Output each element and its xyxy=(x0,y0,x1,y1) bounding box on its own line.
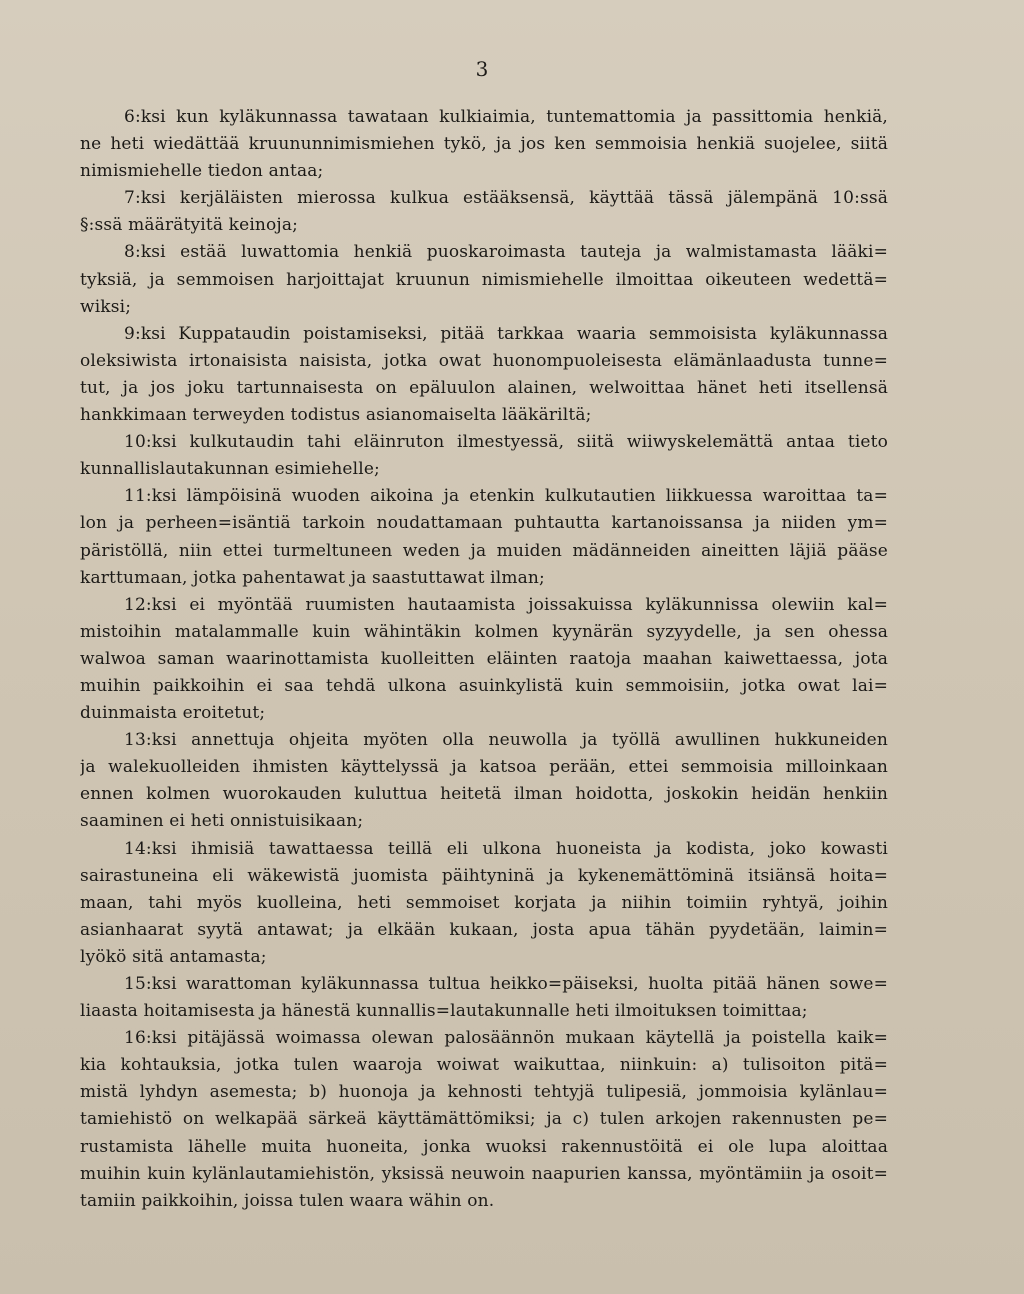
text-line: 9:ksi Kuppataudin poistamiseksi, pitää tarkkaa waaria semmoisista kyläkunnassa xyxy=(124,323,888,344)
paragraph xyxy=(80,836,888,971)
text-line: kia kohtauksia, jotka tulen waaroja woiwat waikuttaa, niinkuin: a) tulisoiton pitä= xyxy=(80,1055,888,1076)
text-line: kunnallislautakunnan esimiehelle; xyxy=(80,459,380,480)
text-line: päristöllä, niin ettei turmeltuneen weden ja muiden mädänneiden aineitten läjiä pääse xyxy=(80,540,888,561)
text-line: muihin paikkoihin ei saa tehdä ulkona asuinkylistä kuin semmoisiin, jotka owat lai= xyxy=(80,675,888,696)
text-line: ennen kolmen wuorokauden kuluttua heitetä ilman hoidotta, joskokin heidän henkiin xyxy=(80,784,888,805)
paragraph xyxy=(80,185,888,239)
body-text xyxy=(80,104,888,1215)
text-line: sairastuneina eli wäkewistä juomista päihtyninä ja kykenemättöminä itsiänsä hoita= xyxy=(80,865,888,886)
page-number: 3 xyxy=(475,57,489,81)
text-line: tut, ja jos joku tartunnaisesta on epäluulon alainen, welwoittaa hänet heti itsellensä xyxy=(80,377,888,398)
text-line: 14:ksi ihmisiä tawattaessa teillä eli ulkona huoneista ja kodista, joko kowasti xyxy=(124,838,888,859)
paragraph xyxy=(80,727,888,835)
paragraph xyxy=(80,239,888,320)
paragraph xyxy=(80,321,888,429)
text-line: 6:ksi kun kyläkunnassa tawataan kulkiaimia, tuntemattomia ja passittomia henkiä, xyxy=(124,107,888,127)
text-line: saaminen ei heti onnistuisikaan; xyxy=(80,811,364,832)
text-line: 12:ksi ei myöntää ruumisten hautaamista joissakuissa kyläkunnissa olewiin kal= xyxy=(124,594,888,615)
text-line: tamiin paikkoihin, joissa tulen waara wähin on. xyxy=(80,1190,495,1211)
text-line: ja walekuolleiden ihmisten käyttelyssä ja katsoa perään, ettei semmoisia milloinkaan xyxy=(80,757,888,778)
text-line: lon ja perheen=isäntiä tarkoin noudattamaan puhtautta kartanoissansa ja niiden ym= xyxy=(80,513,888,534)
text-line: hankkimaan terweyden todistus asianomaiselta lääkäriltä; xyxy=(80,405,592,426)
text-line: mistoihin matalammalle kuin wähintäkin kolmen kyynärän syzyydelle, ja sen ohessa xyxy=(80,621,888,642)
text-line: tyksiä, ja semmoisen harjoittajat kruunun nimismiehelle ilmoittaa oikeuteen wedettä= xyxy=(80,269,888,290)
text-line: 11:ksi lämpöisinä wuoden aikoina ja etenkin kulkutautien liikkuessa waroittaa ta= xyxy=(124,486,888,507)
paragraph xyxy=(80,592,888,727)
paragraph xyxy=(80,104,888,185)
text-line: wiksi; xyxy=(80,296,132,317)
text-line: liaasta hoitamisesta ja hänestä kunnallis=lautakunnalle heti ilmoituksen toimittaa; xyxy=(80,1001,808,1022)
text-line: nimismiehelle tiedon antaa; xyxy=(80,161,324,182)
text-line: duinmaista eroitetut; xyxy=(80,703,266,724)
text-line: oleksiwista irtonaisista naisista, jotka owat huonompuoleisesta elämänlaadusta tunne= xyxy=(80,350,888,371)
paragraph xyxy=(80,1025,888,1215)
text-line: 10:ksi kulkutaudin tahi eläinruton ilmestyessä, siitä wiiwyskelemättä antaa tieto xyxy=(124,432,888,453)
text-line: ne heti wiedättää kruununnimismiehen tykö, ja jos ken semmoisia henkiä suojelee, siitä xyxy=(80,134,888,155)
text-line: 7:ksi kerjäläisten mierossa kulkua estääksensä, käyttää tässä jälempänä 10:ssä xyxy=(124,188,888,209)
text-line: 16:ksi pitäjässä woimassa olewan palosäännön mukaan käytellä ja poistella kaik= xyxy=(124,1028,888,1049)
text-line: rustamista lähelle muita huoneita, jonka wuoksi rakennustöitä ei ole lupa aloittaa xyxy=(80,1136,888,1157)
text-line: 13:ksi annettuja ohjeita myöten olla neuwolla ja työllä awullinen hukkuneiden xyxy=(124,730,888,751)
text-line: karttumaan, jotka pahentawat ja saastuttawat ilman; xyxy=(80,567,545,588)
text-line: muihin kuin kylänlautamiehistön, yksissä neuwoin naapurien kanssa, myöntämiin ja osoit= xyxy=(80,1163,888,1184)
paragraph xyxy=(80,971,888,1025)
text-line: mistä lyhdyn asemesta; b) huonoja ja kehnosti tehtyjä tulipesiä, jommoisia kylänlau= xyxy=(80,1082,888,1103)
paragraph xyxy=(80,429,888,483)
text-line: maan, tahi myös kuolleina, heti semmoiset korjata ja niihin toimiin ryhtyä, joihin xyxy=(80,892,888,913)
text-line: 8:ksi estää luwattomia henkiä puoskaroimasta tauteja ja walmistamasta lääki= xyxy=(124,242,888,263)
text-line: tamiehistö on welkapää särkeä käyttämättömiksi; ja c) tulen arkojen rakennusten pe= xyxy=(80,1109,888,1130)
text-line: §:ssä määrätyitä keinoja; xyxy=(80,215,298,236)
text-line: walwoa saman waarinottamista kuolleitten eläinten raatoja maahan kaiwettaessa, jota xyxy=(80,648,888,669)
text-line: asianhaarat syytä antawat; ja elkään kukaan, josta apua tähän pyydetään, laimin= xyxy=(80,919,888,940)
text-line: 15:ksi warattoman kyläkunnassa tultua heikko=päiseksi, huolta pitää hänen sowe= xyxy=(124,974,888,994)
paragraph xyxy=(80,483,888,591)
text-line: lyökö sitä antamasta; xyxy=(80,946,267,967)
